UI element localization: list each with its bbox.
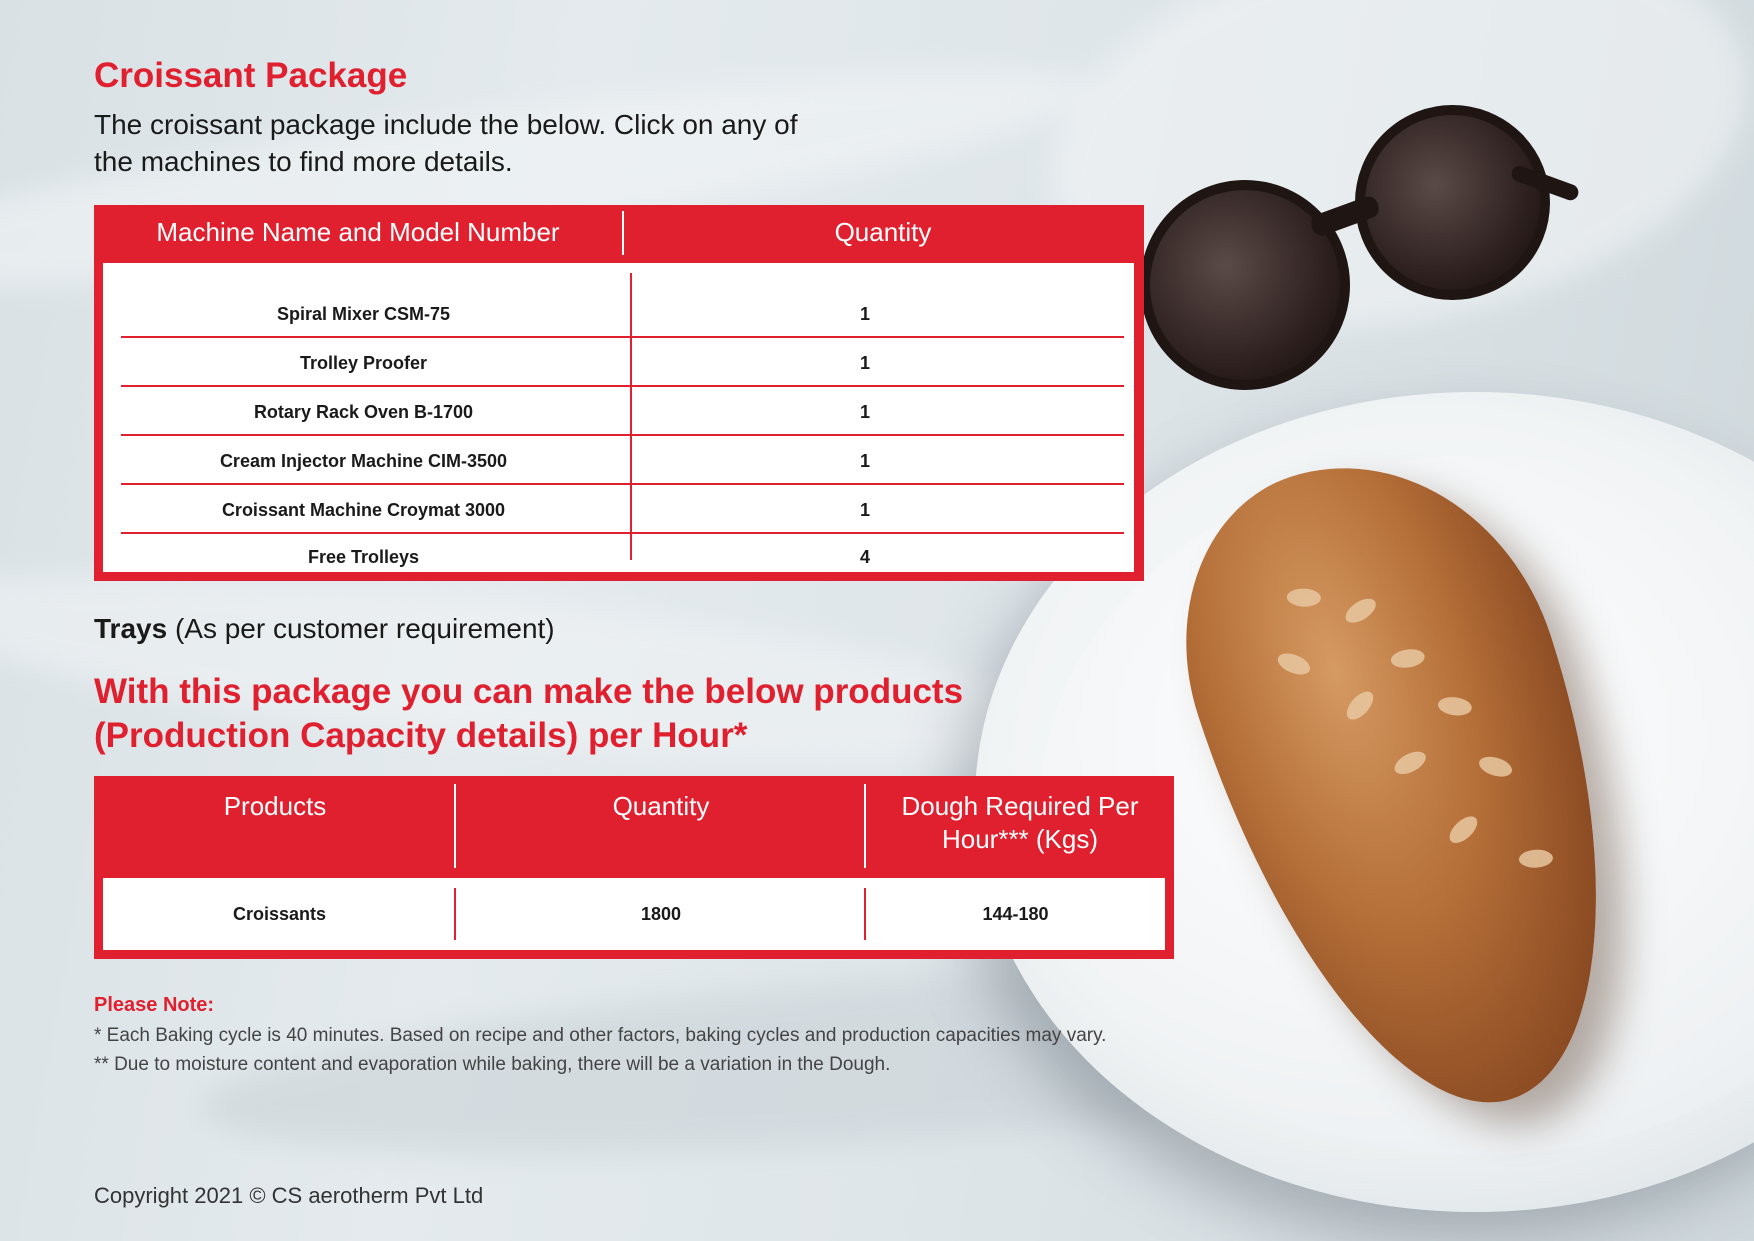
intro-text: The croissant package include the below. Click on any of the machines to find more details. bbox=[94, 109, 798, 177]
page-title: Croissant Package bbox=[94, 56, 408, 95]
machine-name-link[interactable]: Cream Injector Machine CIM-3500 bbox=[219, 451, 508, 471]
note-line: * Each Baking cycle is 40 minutes. Based on recipe and other factors, baking cycles and production capacities may vary. bbox=[94, 1025, 1107, 1046]
machine-quantity: 1 bbox=[859, 304, 870, 324]
machine-name-link[interactable]: Free Trolleys bbox=[307, 547, 420, 567]
products-heading: With this package you can make the below products (Production Capacity details) per Hour* bbox=[94, 672, 964, 755]
table-row[interactable] bbox=[121, 486, 1124, 534]
machine-quantity: 1 bbox=[859, 451, 870, 471]
machine-quantity: 1 bbox=[859, 402, 870, 422]
trays-detail: (As per customer requirement) bbox=[167, 613, 555, 644]
machine-quantity: 1 bbox=[859, 500, 870, 520]
machine-name-link[interactable]: Spiral Mixer CSM-75 bbox=[276, 304, 451, 324]
trays-note bbox=[94, 613, 555, 645]
machine-name-link[interactable]: Trolley Proofer bbox=[299, 353, 428, 373]
sunglasses-image bbox=[1140, 95, 1560, 385]
product-quantity: 1800 bbox=[640, 904, 682, 924]
column-header: Quantity bbox=[834, 217, 932, 247]
table-row bbox=[103, 878, 1165, 950]
table-row[interactable] bbox=[121, 533, 1124, 581]
note-heading: Please Note: bbox=[94, 994, 215, 1016]
machine-quantity: 1 bbox=[859, 353, 870, 373]
table-row[interactable] bbox=[121, 339, 1124, 387]
table-row[interactable] bbox=[121, 290, 1124, 338]
table-header bbox=[94, 205, 1144, 261]
column-header: Dough Required Per Hour*** (Kgs) bbox=[901, 791, 1139, 854]
product-name: Croissants bbox=[232, 904, 327, 924]
note-line: ** Due to moisture content and evaporation while baking, there will be a variation in the Dough. bbox=[94, 1054, 891, 1075]
machine-name-link[interactable]: Croissant Machine Croymat 3000 bbox=[221, 500, 506, 520]
machines-table bbox=[94, 205, 1144, 581]
machine-name-link[interactable]: Rotary Rack Oven B-1700 bbox=[253, 402, 474, 422]
column-header: Machine Name and Model Number bbox=[156, 217, 560, 247]
table-row[interactable] bbox=[121, 388, 1124, 436]
column-header: Quantity bbox=[612, 791, 710, 821]
trays-label: Trays bbox=[94, 613, 168, 644]
dough-required: 144-180 bbox=[982, 904, 1049, 924]
table-row[interactable] bbox=[121, 437, 1124, 485]
column-header: Products bbox=[223, 791, 327, 821]
machine-quantity: 4 bbox=[859, 547, 870, 567]
products-table bbox=[94, 776, 1174, 959]
copyright-text: Copyright 2021 © CS aerotherm Pvt Ltd bbox=[94, 1183, 484, 1208]
